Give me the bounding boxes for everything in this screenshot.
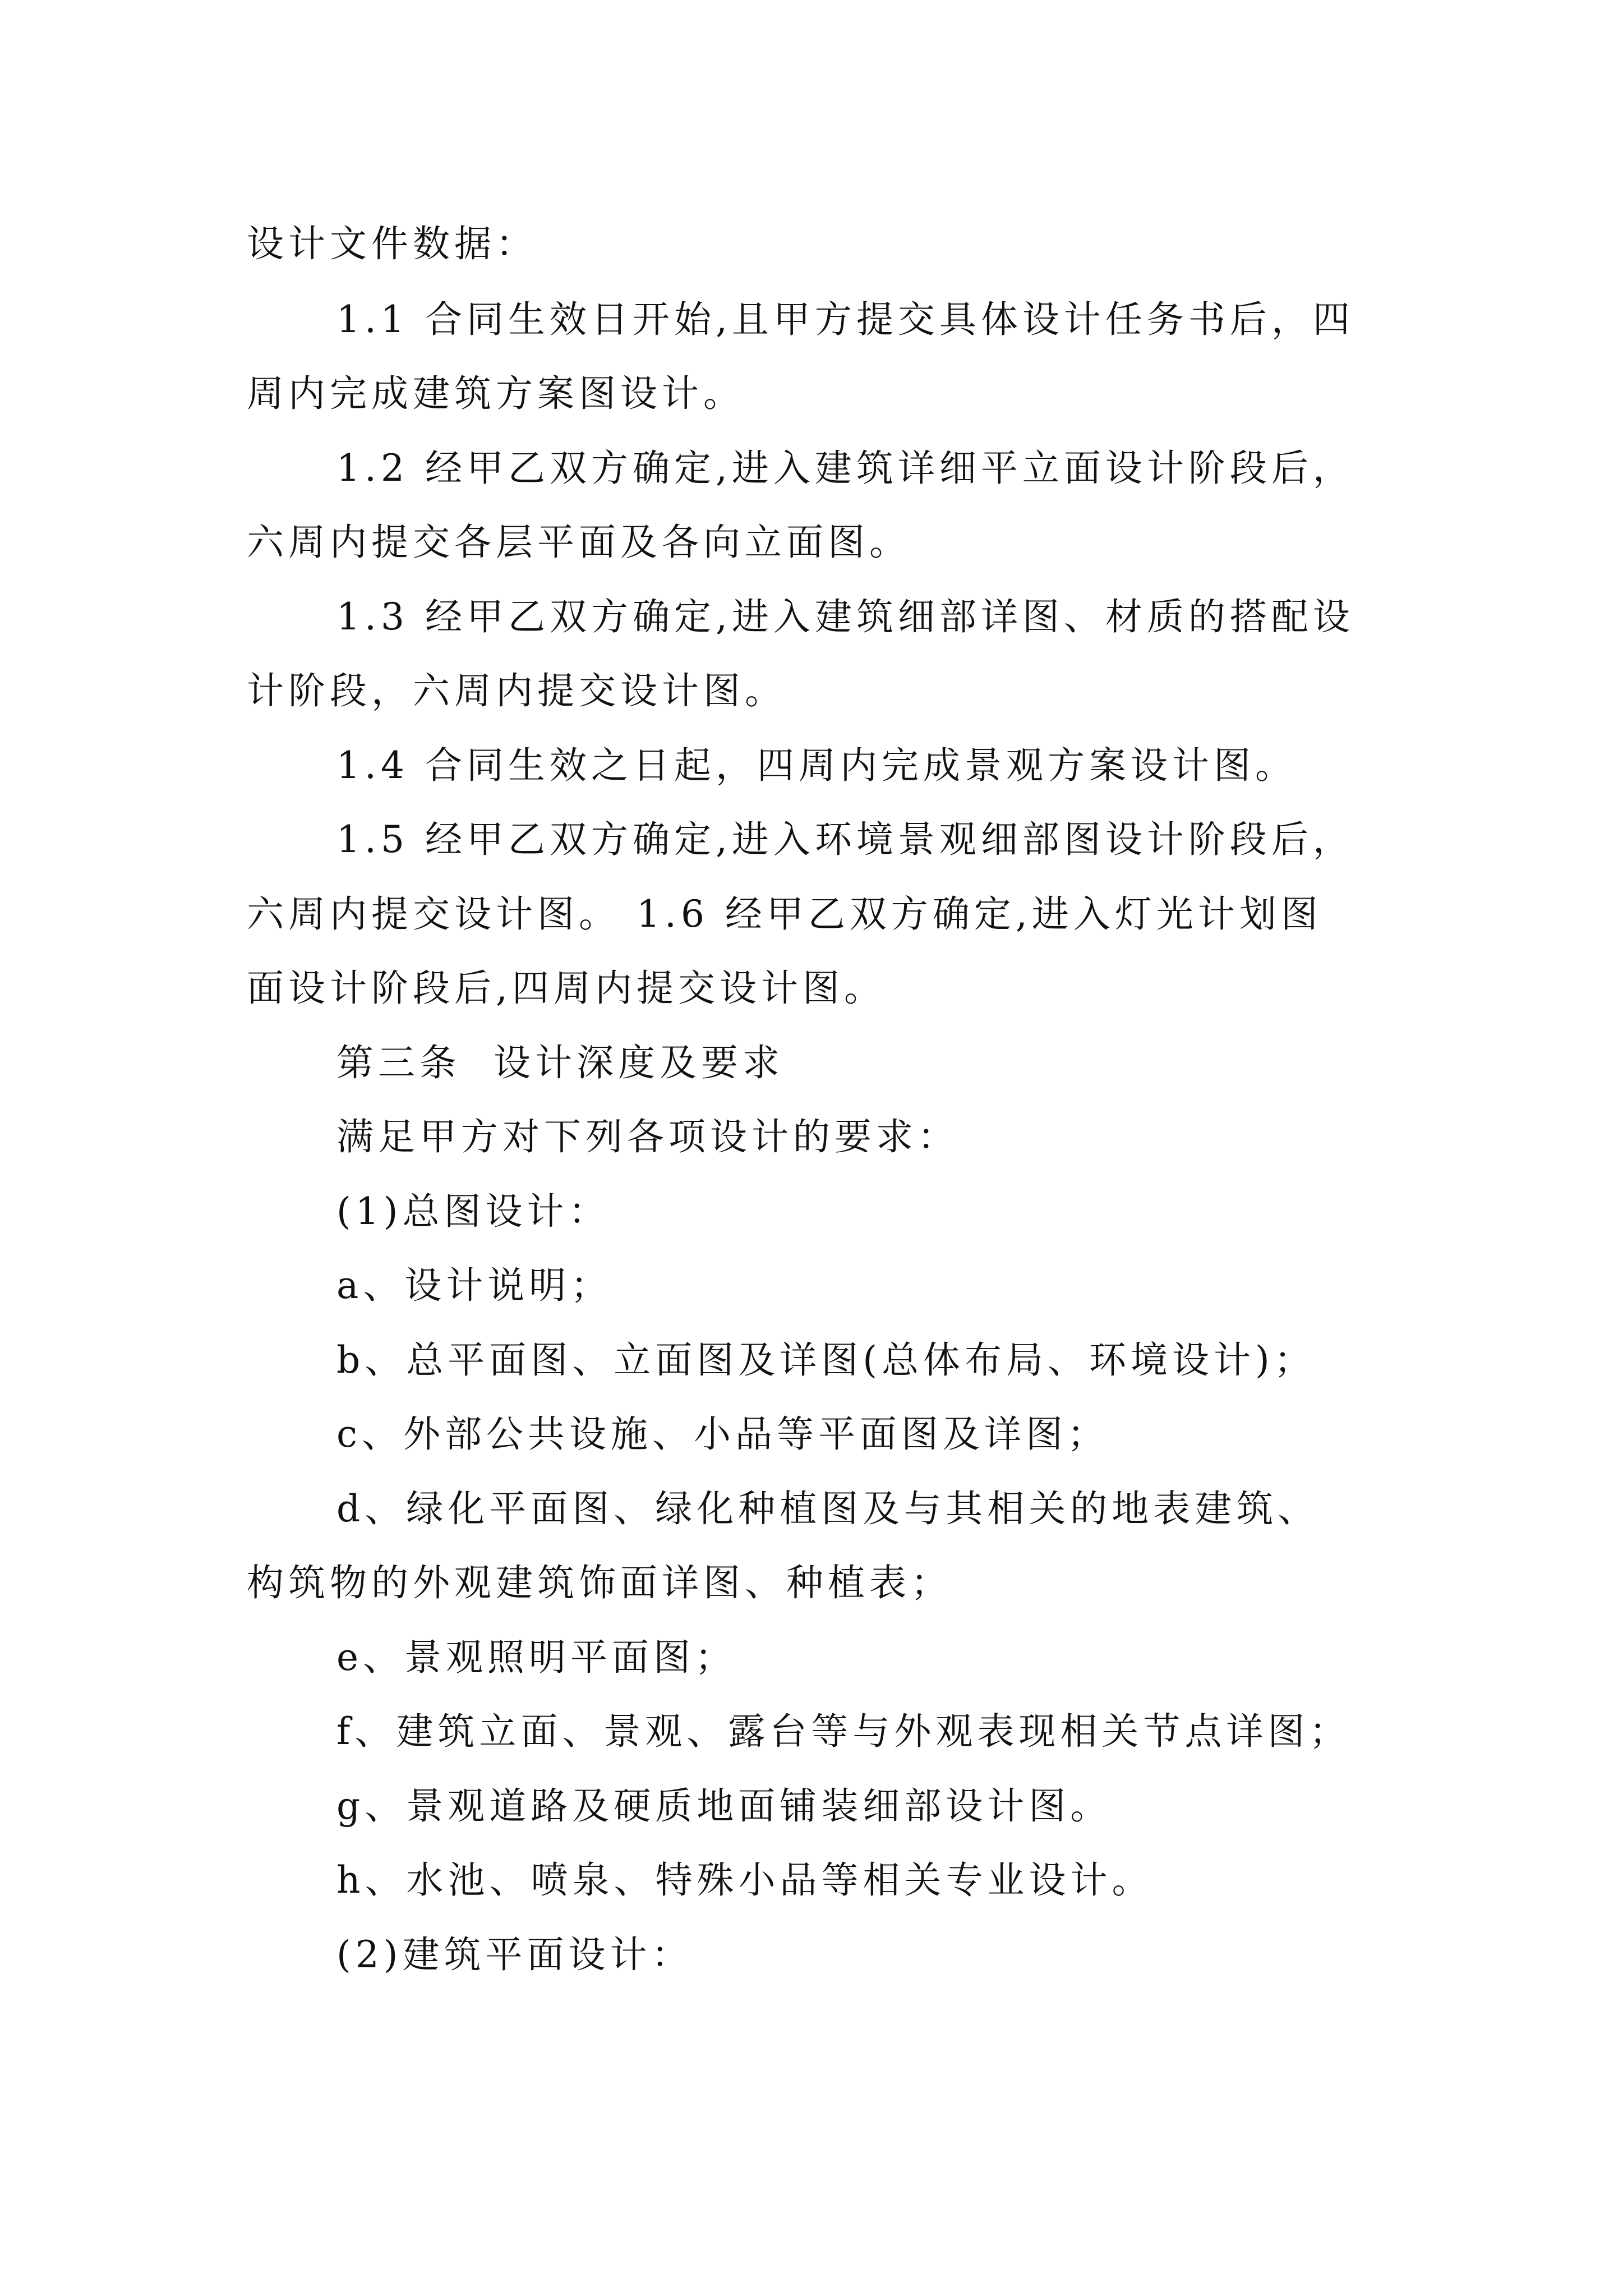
text-line: 满足甲方对下列各项设计的要求： xyxy=(336,1115,959,1158)
text-line: 1.2 经甲乙双方确定,进入建筑详细平立面设计阶段后， xyxy=(336,447,1354,490)
text-line: 1.3 经甲乙双方确定,进入建筑细部详图、材质的搭配设 xyxy=(336,595,1354,638)
text-line: 设计文件数据： xyxy=(247,222,537,265)
list-item: e、景观照明平面图； xyxy=(336,1636,737,1679)
list-item: b、总平面图、立面图及详图(总体布局、环境设计)； xyxy=(336,1338,1316,1382)
text-line: 1.4 合同生效之日起，四周内完成景观方案设计图。 xyxy=(336,744,1297,787)
text-line: 构筑物的外观建筑饰面详图、种植表； xyxy=(247,1561,952,1604)
text-line: 六周内提交各层平面及各向立面图。 xyxy=(247,521,911,564)
text-line: 面设计阶段后,四周内提交设计图。 xyxy=(247,967,886,1010)
text-line: 1.1 合同生效日开始,且甲方提交具体设计任务书后，四 xyxy=(336,298,1354,341)
text-line: 周内完成建筑方案图设计。 xyxy=(247,372,745,415)
text-line: (2)建筑平面设计： xyxy=(336,1933,693,1976)
text-line: 计阶段，六周内提交设计图。 xyxy=(247,669,786,712)
text-line: 1.5 经甲乙双方确定,进入环境景观细部图设计阶段后， xyxy=(336,818,1354,861)
list-item: h、水池、喷泉、特殊小品等相关专业设计。 xyxy=(336,1858,1154,1902)
text-line: (1)总图设计： xyxy=(336,1190,610,1233)
list-item: c、外部公共设施、小品等平面图及详图； xyxy=(336,1412,1109,1456)
text-line: 六周内提交设计图。 1.6 经甲乙双方确定,进入灯光计划图 xyxy=(247,892,1322,936)
list-item: a、设计说明； xyxy=(336,1264,612,1307)
list-item: d、绿化平面图、绿化种植图及与其相关的地表建筑、 xyxy=(336,1487,1320,1530)
list-item: g、景观道路及硬质地面铺装细部设计图。 xyxy=(336,1784,1112,1828)
list-item: f、建筑立面、景观、露台等与外观表现相关节点详图； xyxy=(336,1710,1351,1753)
section-heading: 第三条 设计深度及要求 xyxy=(336,1041,784,1084)
